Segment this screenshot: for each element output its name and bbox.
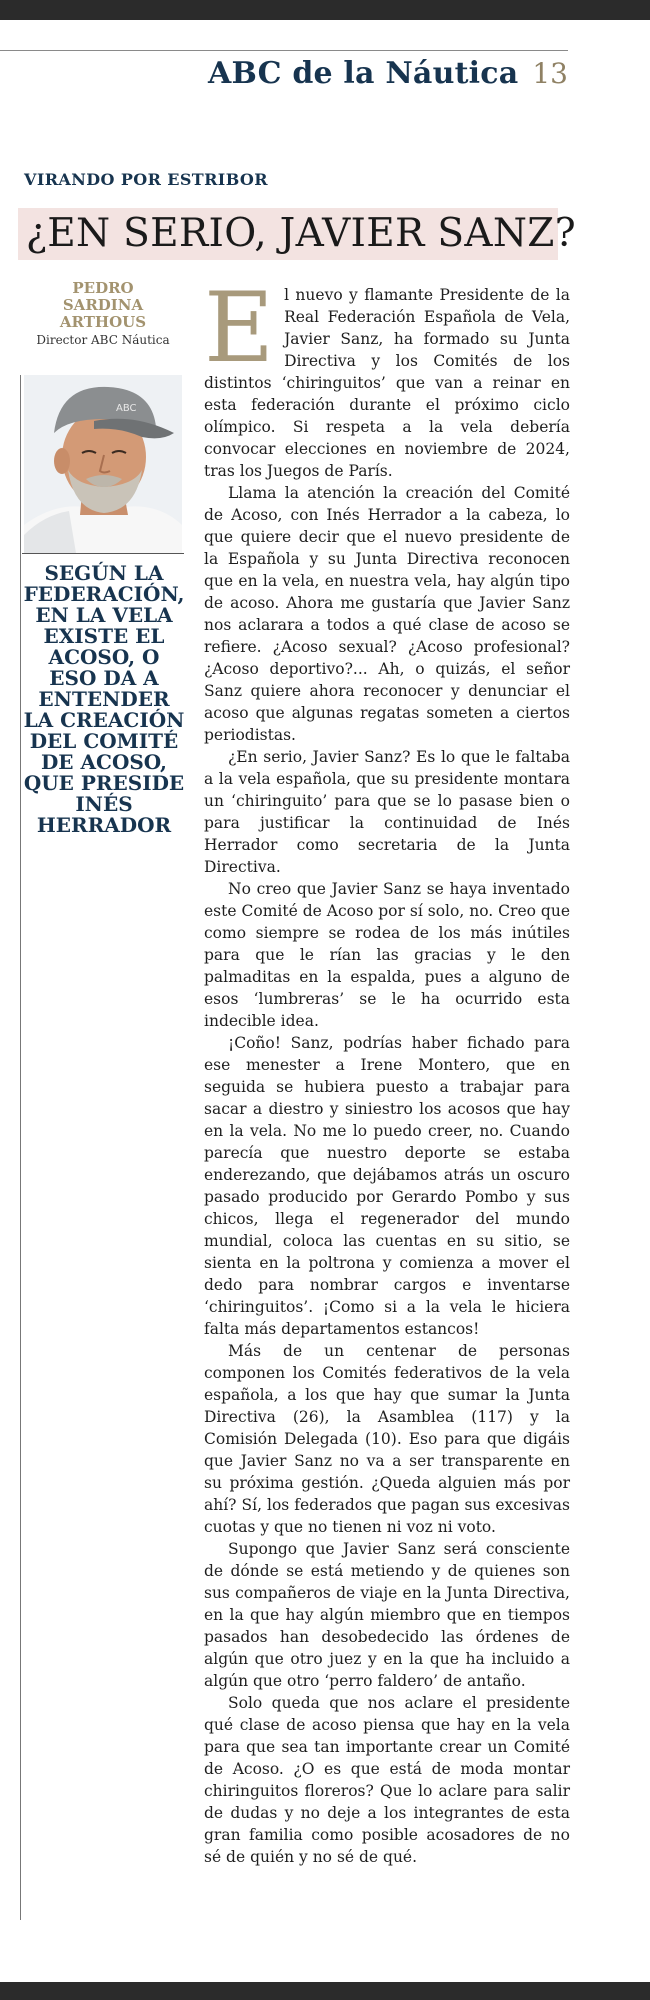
author-role: Director ABC Náutica: [36, 333, 170, 347]
body-paragraph: ¿En serio, Javier Sanz? Es lo que le faltaba a la vela española, que su presidente montara un ‘chiringuito’ para que se lo pasase bien o para justificar la continuidad de Inés Herrador como secretaria de la Junta Directiva.: [204, 748, 570, 876]
body-paragraph: Llama la atención la creación del Comité de Acoso, con Inés Herrador a la cabeza, lo que quiere decir que el nuevo presidente de la Española y su Junta Directiva reconocen que en la vela, en nuestra vela, hay algún tipo de acoso. Ahora me gustaría que Javier Sanz nos aclarara a todos a qué clase de acoso se refiere. ¿Acoso sexual? ¿Acoso profesional? ¿Acoso deportivo?... Ah, o quizás, el señor Sanz quiere ahora reconocer y denunciar el acoso que algunas regatas someten a ciertos periodistas.: [204, 484, 570, 744]
body-paragraph: Solo queda que nos aclare el presidente qué clase de acoso piensa que hay en la vela para que sea tan importante crear un Comité de Acoso. ¿O es que está de moda montar chiringuitos floreros? Que lo aclare para salir de dudas y no deje a los integrantes de esta gran familia como posible acosadores de no sé de quién y no sé de qué.: [204, 1694, 570, 1866]
author-name-line: SARDINA: [62, 296, 144, 314]
page-number: 13: [532, 57, 568, 90]
page-header: [208, 56, 568, 91]
bottom-bar: [0, 1982, 650, 2000]
cap-logo: ABC: [116, 403, 137, 414]
headline: ¿EN SERIO, JAVIER SANZ?: [26, 211, 576, 256]
article-body: [204, 272, 570, 1868]
top-bar: [0, 0, 650, 20]
author-name-line: PEDRO: [72, 279, 134, 297]
section-label: VIRANDO POR ESTRIBOR: [24, 170, 268, 189]
drop-cap: E: [204, 272, 275, 384]
body-paragraph: [204, 272, 570, 482]
column-divider: [20, 375, 21, 1920]
author-name-line: ARTHOUS: [59, 313, 147, 331]
body-paragraph: Más de un centenar de personas componen los Comités federativos de la vela española, a los que hay que sumar la Junta Directiva (26), la Asamblea (117) y la Comisión Delegada (10). Eso para que digáis que Javier Sanz no va a ser transparente en su próxima gestión. ¿Queda alguien más por ahí? Sí, los federados que pagan sus excesivas cuotas y que no tienen ni voz ni voto.: [204, 1342, 570, 1536]
publication-name: ABC de la Náutica: [208, 56, 519, 91]
pull-quote: SEGÚN LA FEDERACIÓN, EN LA VELA EXISTE EL ACOSO, O ESO DA A ENTENDER LA CREACIÓN DEL COMITÉ DE ACOSO, QUE PRESIDE INÉS HERRADOR: [23, 561, 185, 837]
header-rule: [0, 50, 568, 51]
paragraph-text: l nuevo y flamante Presidente de la Real Federación Española de Vela, Javier Sanz, ha formado su Junta Directiva y los Comités de los distintos ‘chiringuitos’ que van a reinar en esta federación durante el próximo ciclo olímpico. Si respeta a la vela debería convocar elecciones en noviembre de 2024, tras los Juegos de París.: [204, 286, 570, 480]
author-name: [22, 280, 184, 331]
body-paragraph: ¡Coño! Sanz, podrías haber fichado para ese menester a Irene Montero, que en seguida se hubiera puesto a trabajar para sacar a diestro y siniestro los acosos que hay en la vela. No me lo puedo creer, no. Cuando parecía que nuestro deporte se estaba enderezando, que dejábamos atrás un oscuro pasado producido por Gerardo Pombo y sus chicos, llega el regenerador del mundo mundial, coloca las cuentas en su sitio, se sienta en la poltrona y comienza a mover el dedo para nombrar cargos e inventarse ‘chiringuitos’. ¡Como si a la vela le hiciera falta más departamentos estancos!: [204, 1034, 570, 1338]
author-portrait-icon: [24, 375, 182, 553]
body-paragraph: No creo que Javier Sanz se haya inventado este Comité de Acoso por sí solo, no. Creo que como siempre se rodea de los más inútiles para que le rían las gracias y le den palmaditas en la espalda, pues a alguno de esos ‘lumbreras’ se le ha ocurrido esta indecible idea.: [204, 880, 570, 1030]
photo-rule: [22, 553, 184, 554]
author-photo: [24, 375, 182, 553]
body-paragraph: Supongo que Javier Sanz será consciente de dónde se está metiendo y de quienes son sus compañeros de viaje en la Junta Directiva, en la que hay algún miembro que en tiempos pasados han desobedecido las órdenes de algún que otro juez y en la que ha incluido a algún que otro ‘perro faldero’ de antaño.: [204, 1540, 570, 1690]
